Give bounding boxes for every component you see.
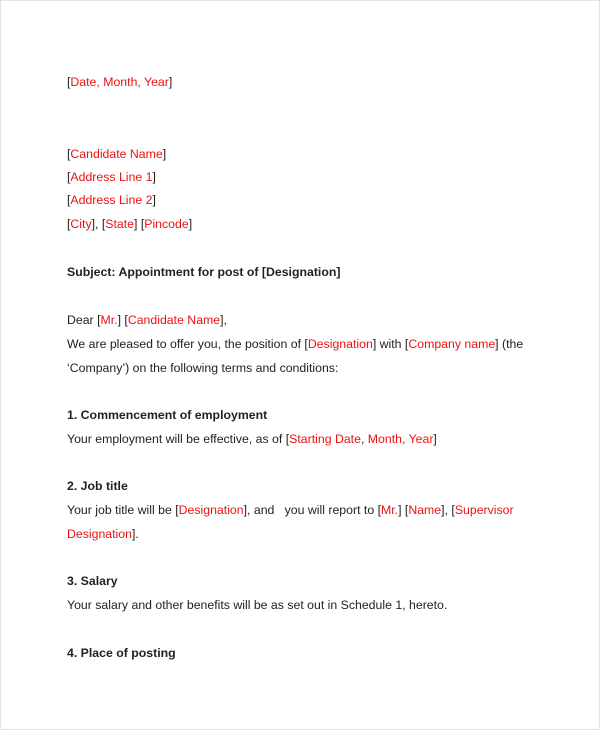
section-4-heading bbox=[67, 645, 176, 661]
text-segment: ] with [ bbox=[372, 337, 409, 351]
text-segment: Your salary and other benefits will be as set out in Schedule 1, hereto. bbox=[67, 598, 448, 612]
section-1-heading bbox=[67, 407, 267, 423]
section-1-text bbox=[67, 431, 437, 447]
date-line bbox=[67, 74, 172, 90]
placeholder-field: State bbox=[105, 217, 134, 231]
address-line-1 bbox=[67, 169, 156, 185]
placeholder-field: Candidate Name bbox=[127, 313, 221, 327]
placeholder-field: Designation bbox=[178, 503, 244, 517]
text-segment: ], and you will report to [ bbox=[243, 503, 381, 517]
text-segment: ], bbox=[220, 313, 227, 327]
text-segment: Subject: Appointment for post of [Designation] bbox=[67, 265, 341, 279]
section-2-text-line-1 bbox=[67, 502, 514, 518]
placeholder-field: City bbox=[70, 217, 92, 231]
text-segment: Dear [ bbox=[67, 313, 101, 327]
placeholder-field: Candidate Name bbox=[70, 147, 163, 161]
text-segment: [ bbox=[67, 193, 71, 207]
placeholder-field: Date, Month, Year bbox=[70, 75, 169, 89]
text-segment: , bbox=[360, 432, 368, 446]
offer-paragraph-line-1 bbox=[67, 336, 523, 352]
candidate-name-line bbox=[67, 146, 166, 162]
section-2-heading bbox=[67, 478, 128, 494]
city-state-pincode-line bbox=[67, 216, 192, 232]
subject-heading bbox=[67, 264, 340, 280]
text-segment: ], [ bbox=[441, 503, 455, 517]
salutation bbox=[67, 312, 227, 328]
section-3-text bbox=[67, 597, 447, 613]
text-segment: [ bbox=[67, 217, 71, 231]
text-segment: We are pleased to offer you, the position of [ bbox=[67, 337, 308, 351]
text-segment: 1. Commencement of employment bbox=[67, 408, 268, 422]
placeholder-field: Address Line 2 bbox=[70, 193, 153, 207]
text-segment: ‘Company’) on the following terms and conditions: bbox=[67, 361, 339, 375]
text-segment: 3. Salary bbox=[67, 574, 118, 588]
placeholder-field: Address Line 1 bbox=[70, 170, 153, 184]
text-segment: Your job title will be [ bbox=[67, 503, 179, 517]
text-segment: ] [ bbox=[398, 503, 409, 517]
placeholder-field: Company name bbox=[408, 337, 496, 351]
text-segment: ] bbox=[188, 217, 193, 231]
text-segment: ] bbox=[152, 170, 156, 184]
offer-paragraph-line-2 bbox=[67, 360, 338, 376]
placeholder-field: Starting Date bbox=[289, 432, 361, 446]
text-segment: ] [ bbox=[117, 313, 128, 327]
placeholder-field: Supervisor bbox=[454, 503, 514, 517]
text-segment: 4. Place of posting bbox=[67, 646, 176, 660]
placeholder-field: Month, Year bbox=[367, 432, 434, 446]
placeholder-field: Mr. bbox=[100, 313, 118, 327]
text-segment: 2. Job title bbox=[67, 479, 128, 493]
text-segment: ], [ bbox=[91, 217, 106, 231]
text-segment: ] bbox=[152, 193, 156, 207]
text-segment: [ bbox=[67, 170, 71, 184]
placeholder-field: Designation bbox=[307, 337, 373, 351]
placeholder-field: Name bbox=[408, 503, 442, 517]
placeholder-field: Designation bbox=[67, 527, 132, 541]
placeholder-field: Pincode bbox=[144, 217, 189, 231]
text-segment: ] [ bbox=[134, 217, 145, 231]
text-segment: [ bbox=[67, 147, 71, 161]
text-segment: [ bbox=[67, 75, 71, 89]
section-2-text-line-2 bbox=[67, 526, 139, 542]
text-segment: ]. bbox=[131, 527, 139, 541]
placeholder-field: Mr. bbox=[381, 503, 399, 517]
text-segment: ] bbox=[168, 75, 173, 89]
section-3-heading bbox=[67, 573, 118, 589]
address-line-2 bbox=[67, 192, 156, 208]
text-segment: ] (the bbox=[495, 337, 524, 351]
text-segment: ] bbox=[162, 147, 167, 161]
text-segment: Your employment will be effective, as of [ bbox=[67, 432, 290, 446]
text-segment: ] bbox=[433, 432, 437, 446]
